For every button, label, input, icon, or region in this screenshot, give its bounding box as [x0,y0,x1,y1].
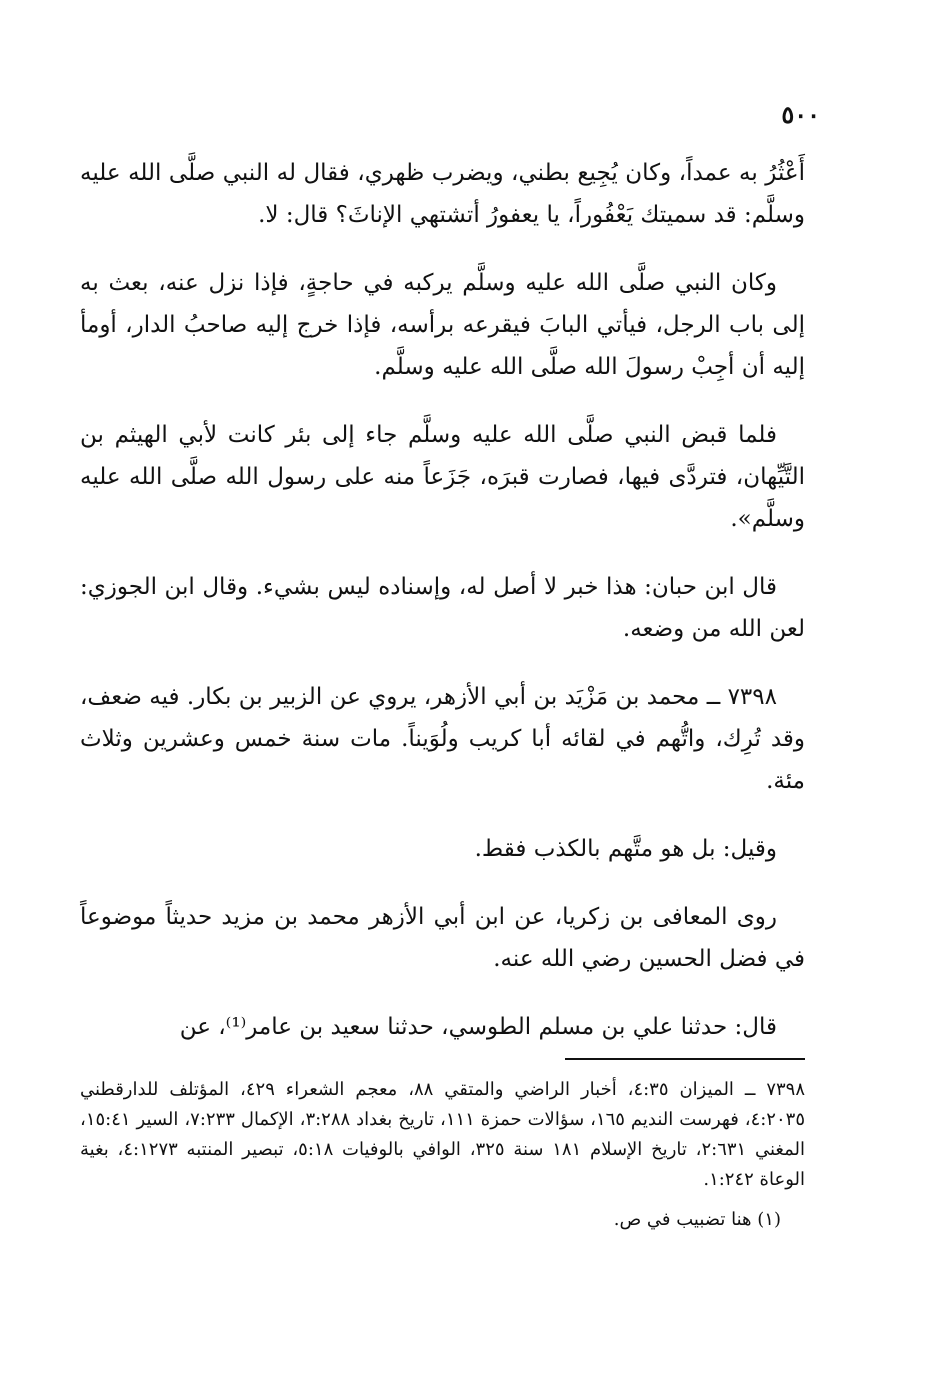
footnote-entry-7398-sources: ٧٣٩٨ ــ الميزان ٤:٣٥، أخبار الراضي والمتقي ٨٨، معجم الشعراء ٤٢٩، المؤتلف للدارقطني ٤:٢٠٣٥، فهرست النديم ١٦٥، سؤالات حمزة ١١١، تاريخ بغداد ٣:٢٨٨، الإكمال ٧:٢٣٣، السير ١٥:٤١، المغني ٢:٦٣١، تاريخ الإسلام ١٨١ سنة ٣٢٥، الوافي بالوفيات ٥:١٨، تبصير المنتبه ٤:١٢٧٣، بغية الوعاة ١:٢٤٢. [80,1079,806,1190]
paragraph-ibn-hibban-verdict: قال ابن حبان: هذا خبر لا أصل له، وإسناده ليس بشيء. وقال ابن الجوزي: لعن الله من وضعه. [80,574,805,642]
paragraph-accused: وقيل: بل هو متَّهم بالكذب فقط. [474,836,777,862]
paragraph-isnad: قال: حدثنا علي بن مسلم الطوسي، حدثنا سعيد بن عامر⁽¹⁾، عن [179,1014,777,1040]
footnote-separator [565,1058,805,1060]
paragraph-entry-7398: ٧٣٩٨ ــ محمد بن مَزْيَد بن أبي الأزهر، يروي عن الزبير بن بكار. فيه ضعف، وقد تُرِك، واتُّهم في لقائه أبا كريب ولُوَيناً. مات سنة خمس وعشرين وثلاث مئة. [80,684,805,794]
paragraph-errands: وكان النبي صلَّى الله عليه وسلَّم يركبه في حاجةٍ، فإذا نزل عنه، بعث به إلى باب الرجل، فيأتي البابَ فيقرعه برأسه، فإذا خرج إليه صاحبُ الدار، أومأ إليه أن أجِبْ رسولَ الله صلَّى الله عليه وسلَّم. [80,270,805,380]
page-number: ٥٠٠ [781,100,820,129]
paragraph-well: فلما قبض النبي صلَّى الله عليه وسلَّم جاء إلى بئر كانت لأبي الهيثم بن التَّيِّهان، فتردَّى فيها، فصارت قبرَه، جَزَعاً منه على رسول الله صلَّى الله عليه وسلَّم». [80,422,805,532]
main-text [80,152,805,1048]
paragraph-ya'fur-naming: أَعْثُرُ به عمداً، وكان يُجِيع بطني، ويضرب ظهري، فقال له النبي صلَّى الله عليه وسلَّم: قد سميتك يَعْفُوراً، يا يعفورُ أتشتهي الإناثَ؟ قال: لا. [80,160,805,228]
paragraph-mu'afa-narration: روى المعافى بن زكريا، عن ابن أبي الأزهر محمد بن مزيد حديثاً موضوعاً في فضل الحسين رضي الله عنه. [80,904,805,972]
footnote-1: (١) هنا تضبيب في ص. [613,1209,781,1230]
footnotes [80,1075,805,1235]
